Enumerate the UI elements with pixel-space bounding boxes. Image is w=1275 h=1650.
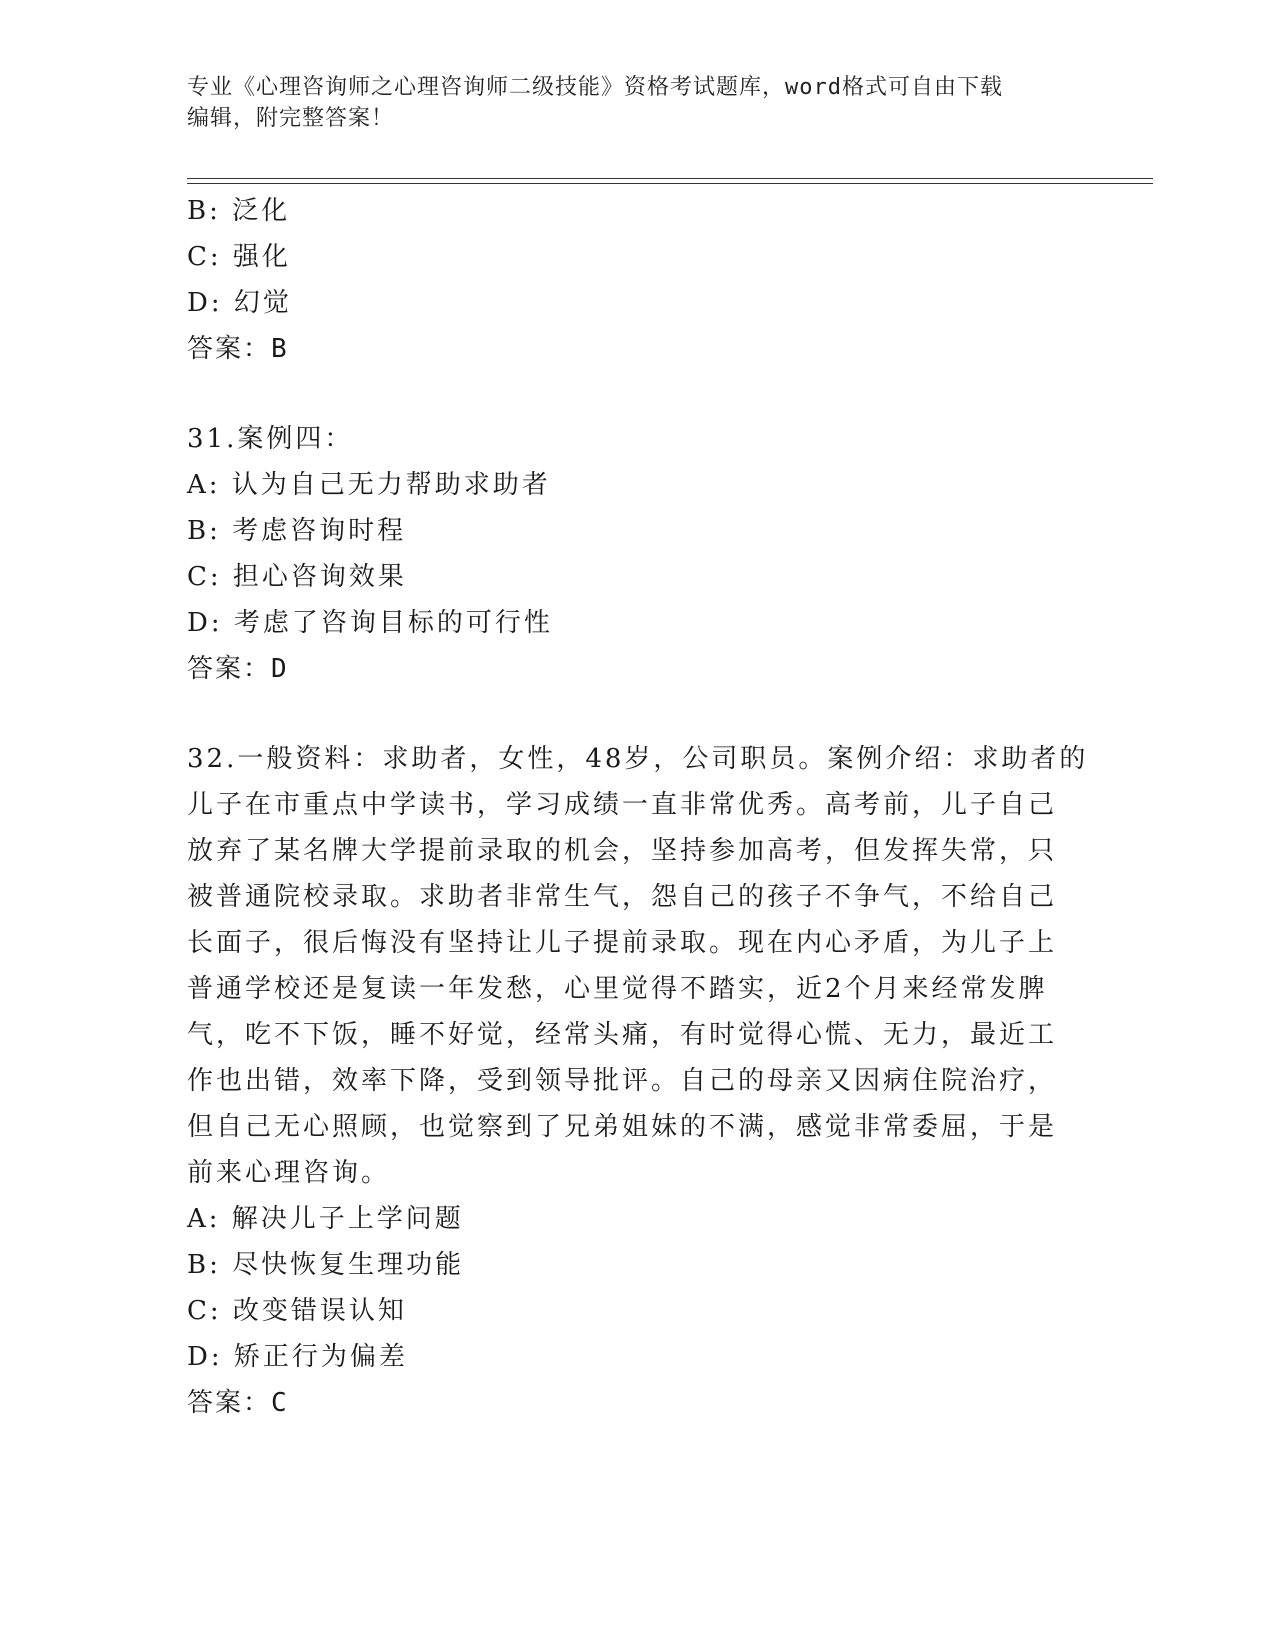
answer: 答案：B bbox=[187, 334, 289, 364]
question-31 bbox=[187, 416, 1087, 692]
question-stem-line: 普通学校还是复读一年发愁，心里觉得不踏实，近2个月来经常发脾 bbox=[187, 974, 1048, 1004]
option-d: D: 矫正行为偏差 bbox=[187, 1342, 408, 1372]
answer: 答案：D bbox=[187, 654, 289, 684]
option-a: A: 认为自己无力帮助求助者 bbox=[187, 470, 551, 500]
answer: 答案：C bbox=[187, 1388, 289, 1418]
question-32 bbox=[187, 736, 1087, 1426]
question-30-tail bbox=[187, 188, 1087, 372]
option-c: C: 强化 bbox=[187, 242, 291, 272]
question-stem-line: 放弃了某名牌大学提前录取的机会，坚持参加高考，但发挥失常，只 bbox=[187, 836, 1058, 866]
question-stem-line: 长面子，很后悔没有坚持让儿子提前录取。现在内心矛盾，为儿子上 bbox=[187, 928, 1058, 958]
document-header bbox=[187, 72, 1087, 134]
option-d: D: 考虑了咨询目标的可行性 bbox=[187, 608, 553, 638]
document-body bbox=[187, 188, 1087, 1426]
header-divider-top bbox=[187, 178, 1153, 179]
option-b: B: 泛化 bbox=[187, 196, 291, 226]
question-stem-line: 但自己无心照顾，也觉察到了兄弟姐妹的不满，感觉非常委屈，于是 bbox=[187, 1112, 1058, 1142]
question-stem-line: 气，吃不下饭，睡不好觉，经常头痛，有时觉得心慌、无力，最近工 bbox=[187, 1020, 1058, 1050]
option-d: D: 幻觉 bbox=[187, 288, 292, 318]
question-stem-line: 被普通院校录取。求助者非常生气，怨自己的孩子不争气，不给自己 bbox=[187, 882, 1058, 912]
spacer bbox=[187, 372, 1087, 416]
question-stem-line: 32.一般资料：求助者，女性，48岁，公司职员。案例介绍：求助者的 bbox=[187, 744, 1089, 774]
header-divider-bottom bbox=[187, 183, 1153, 184]
option-c: C: 改变错误认知 bbox=[187, 1296, 407, 1326]
option-c: C: 担心咨询效果 bbox=[187, 562, 407, 592]
question-stem-line: 儿子在市重点中学读书，学习成绩一直非常优秀。高考前，儿子自己 bbox=[187, 790, 1058, 820]
header-line-1: 专业《心理咨询师之心理咨询师二级技能》资格考试题库，word格式可自由下载 bbox=[187, 75, 1003, 100]
question-stem-line: 前来心理咨询。 bbox=[187, 1158, 391, 1188]
header-line-2: 编辑，附完整答案！ bbox=[187, 106, 395, 131]
question-stem: 31.案例四： bbox=[187, 424, 354, 454]
spacer bbox=[187, 692, 1087, 736]
option-b: B: 尽快恢复生理功能 bbox=[187, 1250, 465, 1280]
option-b: B: 考虑咨询时程 bbox=[187, 516, 407, 546]
question-stem-line: 作也出错，效率下降，受到领导批评。自己的母亲又因病住院治疗， bbox=[187, 1066, 1058, 1096]
option-a: A: 解决儿子上学问题 bbox=[187, 1204, 464, 1234]
